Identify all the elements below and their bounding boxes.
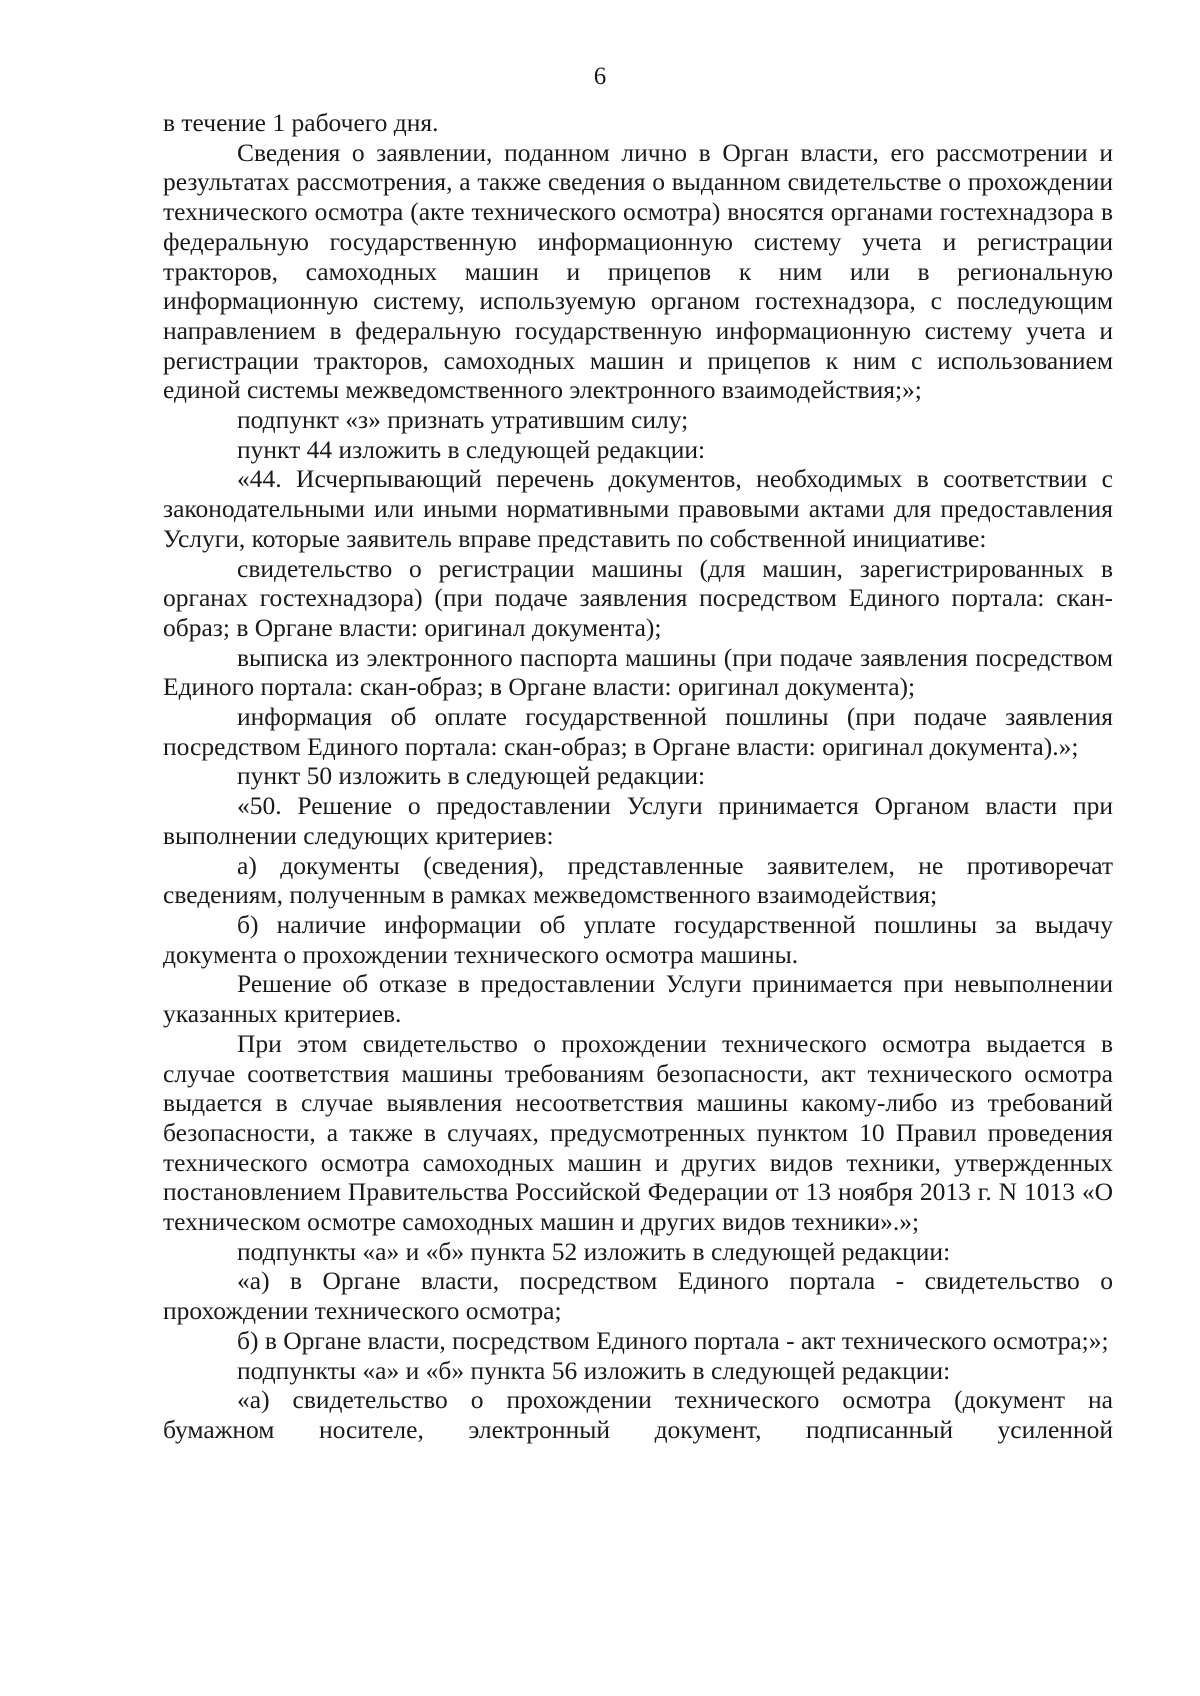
paragraph: пункт 50 изложить в следующей редакции: [237,761,706,791]
paragraph: Решение об отказе в предоставлении Услуги принимается при невыполнении указанных критериев. [163,969,1113,1029]
paragraph: б) наличие информации об уплате государственной пошлины за выдачу документа о прохождении технического осмотра машины. [163,909,1113,969]
paragraph: «а) свидетельство о прохождении технического осмотра (документ на бумажном носителе, электронный документ, подписанный усиленной [163,1385,1113,1444]
page-number: 6 [593,63,607,90]
paragraph: выписка из электронного паспорта машины (при подаче заявления посредством Единого портала: скан-образ; в Органе власти: оригинал документа); [163,642,1113,702]
paragraph: «50. Решение о предоставлении Услуги принимается Органом власти при выполнении следующих критериев: [163,791,1113,850]
paragraph: б) в Органе власти, посредством Единого портала - акт технического осмотра;»; [237,1325,1109,1355]
paragraph: подпункты «а» и «б» пункта 52 изложить в следующей редакции: [237,1236,951,1266]
paragraph: «44. Исчерпывающий перечень документов, необходимых в соответствии с законодательными или иными нормативными правовыми актами для предоставления Услуги, которые заявитель вправе представить по собственной инициативе: [163,464,1113,553]
paragraph: в течение 1 рабочего дня. [163,108,439,137]
paragraph: подпункт «з» признать утратившим силу; [237,405,689,435]
paragraph: При этом свидетельство о прохождении технического осмотра выдается в случае соответствия машины требованиям безопасности, акт технического осмотра выдается в случае выявления несоответствия машины какому-либо из требований безопасности, а также в случаях, предусмотренных пунктом 10 Правил проведения технического осмотра самоходных машин и других видов техники, утвержденных постановлением Правительства Российской Федерации от 13 ноября 2013 г. N 1013 «О техническом осмотре самоходных машин и других видов техники».»; [163,1028,1113,1237]
paragraph: свидетельство о регистрации машины (для машин, зарегистрированных в органах гостехнадзора) (при подаче заявления посредством Единого портала: скан-образ; в Органе власти: оригинал документа); [163,553,1113,642]
paragraph: пункт 44 изложить в следующей редакции: [237,434,706,464]
paragraph: Сведения о заявлении, поданном лично в Орган власти, его рассмотрении и результатах рассмотрения, а также сведения о выданном свидетельстве о прохождении технического осмотра (акте технического осмотра) вносятся органами гостехнадзора в федеральную государственную информационную систему учета и регистрации тракторов, самоходных машин и прицепов к ним или в региональную информационную систему, используемую органом гостехнадзора, с последующим направлением в федеральную государственную информационную систему учета и регистрации тракторов, самоходных машин и прицепов к ним с использованием единой системы межведомственного электронного взаимодействия;»; [163,137,1113,405]
paragraph: а) документы (сведения), представленные заявителем, не противоречат сведениям, полученным в рамках межведомственного взаимодействия; [163,850,1113,910]
paragraph: подпункты «а» и «б» пункта 56 изложить в следующей редакции: [237,1355,951,1385]
paragraph: информация об оплате государственной пошлины (при подаче заявления посредством Единого портала: скан-образ; в Органе власти: оригинал документа).»; [163,702,1113,761]
document-body [163,108,1113,1445]
paragraph: «а) в Органе власти, посредством Единого портала - свидетельство о прохождении технического осмотра; [163,1266,1113,1326]
